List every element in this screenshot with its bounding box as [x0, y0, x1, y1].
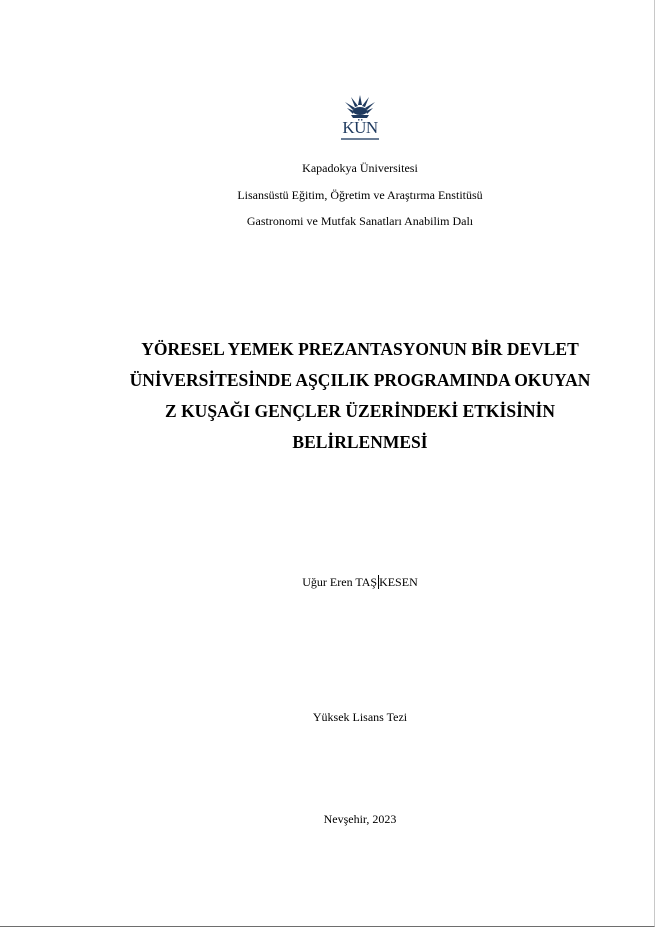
thesis-title-line: BELİRLENMESİ	[292, 432, 428, 452]
degree-type: Yüksek Lisans Tezi	[312, 710, 408, 724]
author-name	[60, 574, 657, 590]
thesis-title-line: ÜNİVERSİTESİNDE AŞÇILIK PROGRAMINDA OKUYAN	[129, 370, 591, 390]
institute-name: Lisansüstü Eğitim, Öğretim ve Araştırma Enstitüsü	[237, 188, 483, 202]
department-name: Gastronomi ve Mutfak Sanatları Anabilim Dalı	[246, 214, 474, 228]
logo-wordmark: KÜN	[342, 118, 378, 137]
thesis-title-line: YÖRESEL YEMEK PREZANTASYONUN BİR DEVLET	[141, 339, 579, 359]
sunburst-emblem-icon	[337, 94, 383, 120]
author-name-part: KESEN	[379, 575, 418, 589]
author-name-part: Uğur Eren TAŞ	[302, 575, 378, 589]
thesis-title	[60, 334, 657, 458]
university-logo	[337, 94, 383, 144]
university-name: Kapadokya Üniversitesi	[302, 161, 418, 175]
place-date: Nevşehir, 2023	[323, 812, 397, 826]
logo-subline	[341, 138, 379, 140]
thesis-title-line: Z KUŞAĞI GENÇLER ÜZERİNDEKİ ETKİSİNİN	[165, 401, 555, 421]
